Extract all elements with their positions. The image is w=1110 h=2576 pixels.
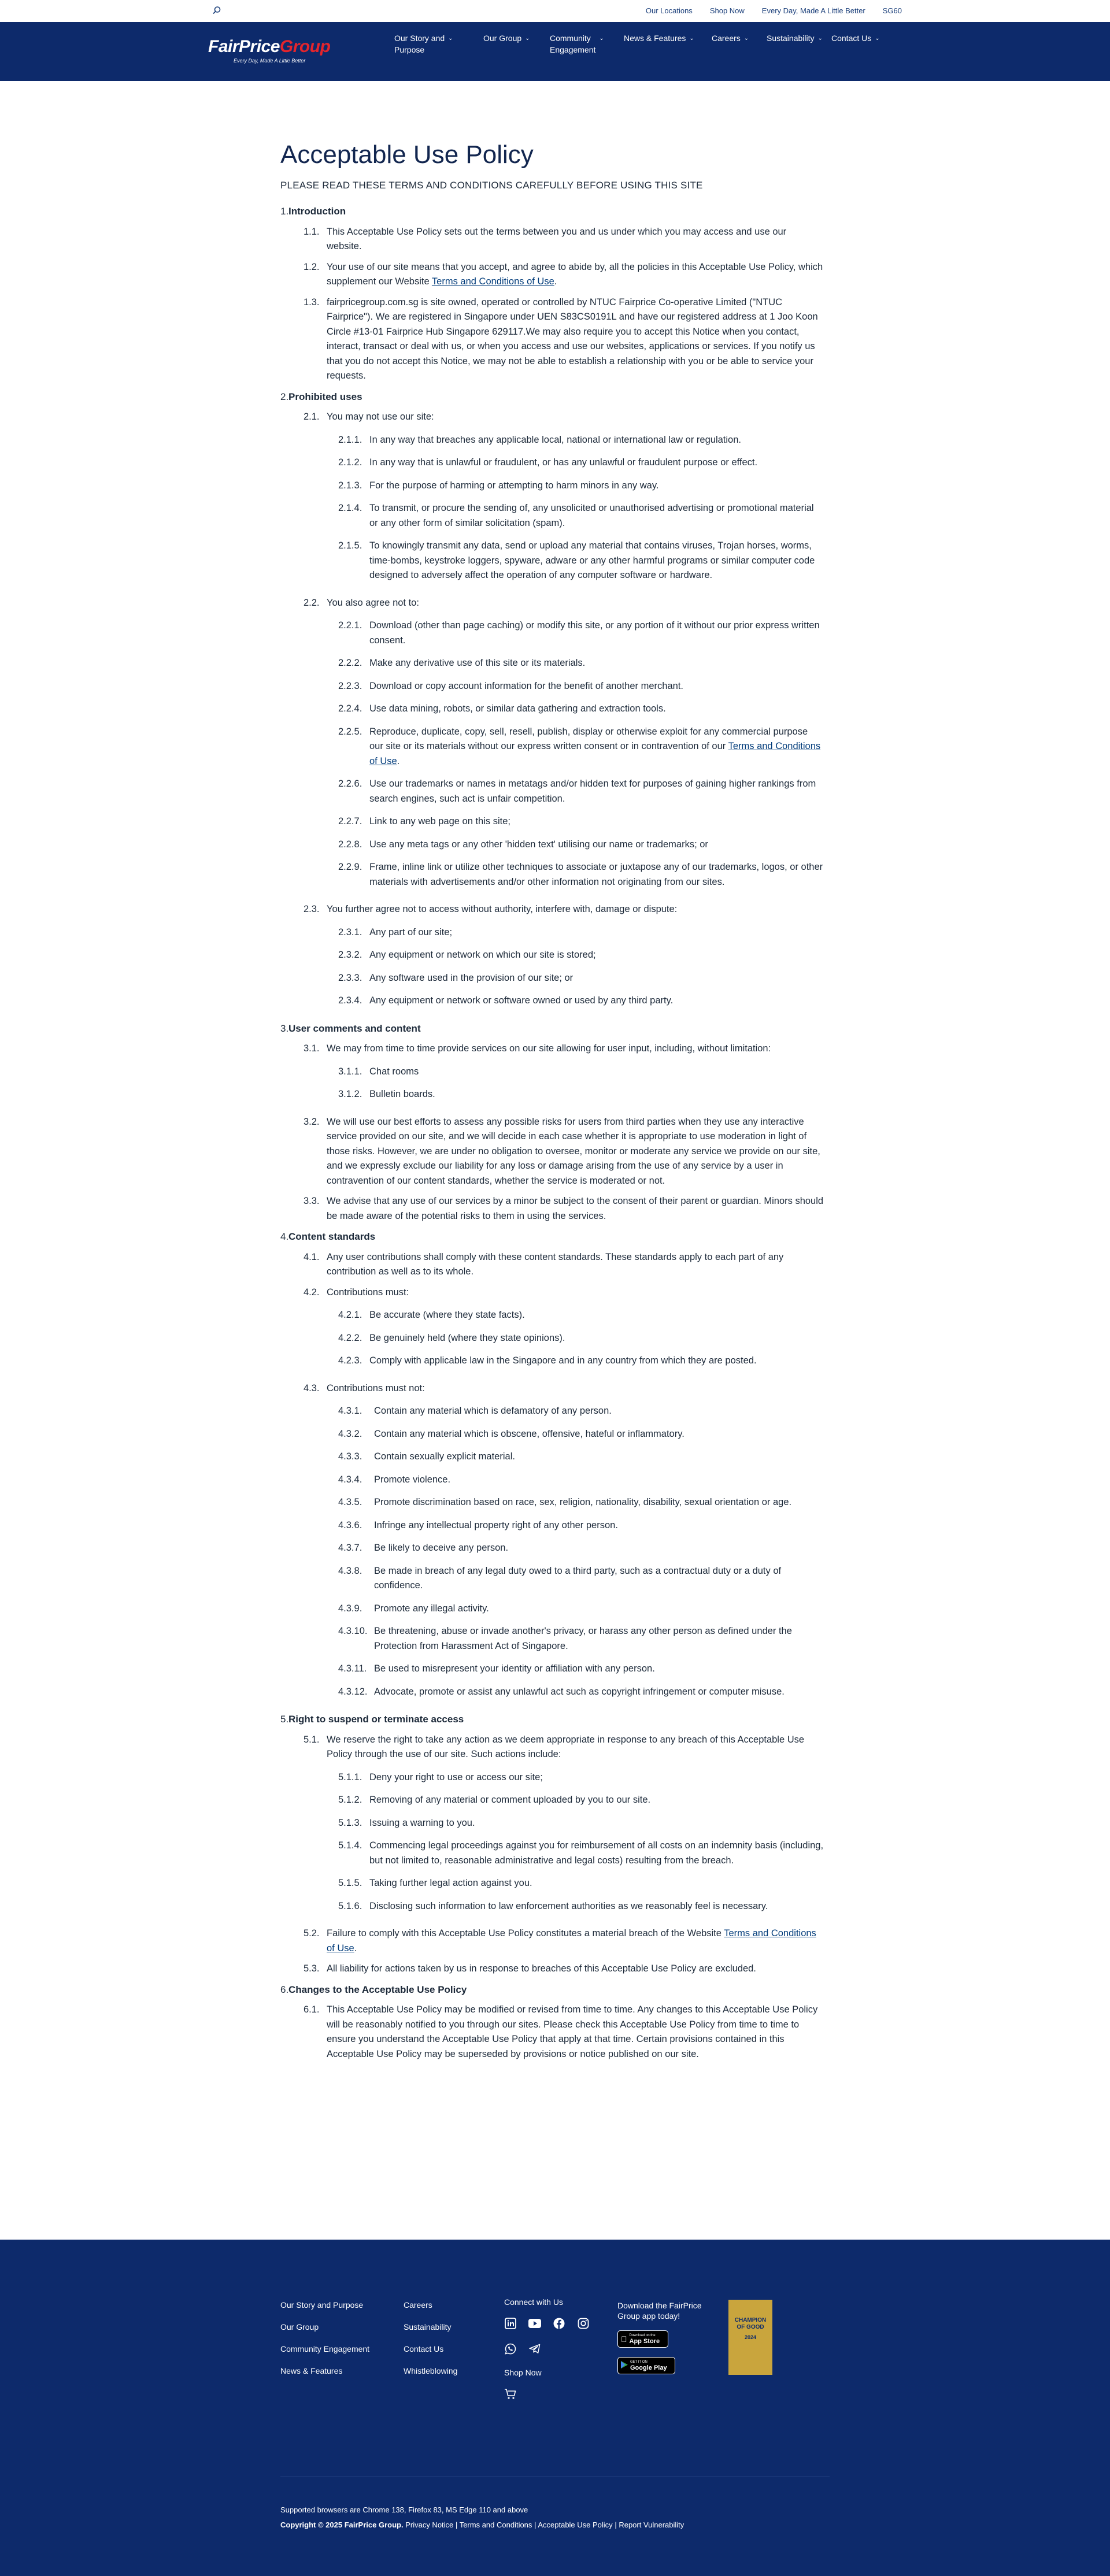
sub-clause-text: Be made in breach of any legal duty owed to a third party, such as a contractual duty or a duty of confidence.	[374, 1565, 782, 1591]
sub-clause	[338, 1308, 824, 1323]
sub-clause-number: 2.1.2.	[338, 457, 362, 468]
clause	[304, 1962, 824, 1977]
clause	[304, 225, 824, 254]
footer-social	[504, 2297, 590, 2400]
sub-clause-text: Use any meta tags or any other 'hidden text' utilising our name or trademarks; or	[369, 839, 708, 850]
footer-link-community[interactable]: Community Engagement	[280, 2344, 370, 2353]
page-title: Acceptable Use Policy	[280, 140, 534, 169]
site-footer	[0, 2240, 1110, 2576]
clause-text-end: .	[354, 1943, 357, 1954]
report-vulnerability-link[interactable]: Report Vulnerability	[619, 2521, 684, 2529]
footer-link-sustainability[interactable]: Sustainability	[404, 2322, 452, 2332]
sub-clause-text: Be likely to deceive any person.	[374, 1543, 509, 1553]
nav-label: Contact Us	[831, 34, 872, 43]
section-title: Introduction	[288, 206, 346, 217]
sub-clause	[338, 539, 824, 583]
sub-clause-number: 4.3.10.	[338, 1626, 368, 1636]
google-play-button[interactable]	[617, 2357, 675, 2374]
sub-clause-number: 2.2.1.	[338, 620, 362, 631]
clause-text: We advise that any use of our services by a minor be subject to the consent of their parent or guardian. Minors should be made aware of the potential risks to them in using the services.	[327, 1196, 824, 1221]
sub-clause-text: Be used to misrepresent your identity or affiliation with any person.	[374, 1663, 655, 1674]
footer-link-our-group[interactable]: Our Group	[280, 2322, 319, 2332]
app-text-line-1: Download the FairPrice	[617, 2301, 702, 2310]
sub-clause	[338, 1518, 824, 1533]
search-icon[interactable]	[212, 6, 223, 16]
sub-clause	[338, 1450, 824, 1465]
sub-clause-number: 4.3.4.	[338, 1474, 362, 1485]
sub-clause-number: 2.3.2.	[338, 950, 362, 960]
nav-label: Sustainability	[767, 34, 815, 43]
section-heading	[280, 1021, 824, 1036]
sub-clause-text: Use our trademarks or names in metatags and/or hidden text for purposes of gaining higher rankings from search engines, such act is unfair competition.	[369, 779, 816, 804]
clause	[304, 1115, 824, 1189]
section-title: User comments and content	[288, 1022, 421, 1034]
clause	[304, 1381, 824, 1396]
sub-clause	[338, 1473, 824, 1488]
nav-label-line2: Engagement	[550, 45, 596, 54]
section-title: Changes to the Acceptable Use Policy	[288, 1984, 467, 1995]
footer-link-contact[interactable]: Contact Us	[404, 2344, 444, 2353]
sub-clause	[338, 925, 824, 940]
clause	[304, 1194, 824, 1224]
nav-label: News & Features	[624, 34, 686, 43]
sub-clause-text: In any way that breaches any applicable local, national or international law or regulation.	[369, 434, 741, 445]
terms-conditions-link[interactable]: Terms and Conditions of Use	[431, 276, 554, 287]
sub-clause-number: 2.3.3.	[338, 972, 362, 983]
sub-clause	[338, 1541, 824, 1556]
sub-clause-number: 2.3.4.	[338, 995, 362, 1006]
sub-clause-text: Disclosing such information to law enforcement authorities as we reasonably feel is necessary.	[369, 1900, 768, 1911]
acceptable-use-policy-link[interactable]: Acceptable Use Policy	[538, 2521, 613, 2529]
sub-clause-number: 4.3.6.	[338, 1519, 362, 1530]
sub-clause-text: Any part of our site;	[369, 926, 453, 937]
clause-number: 5.1.	[304, 1734, 320, 1745]
logo-brand-b: Group	[279, 37, 331, 56]
app-store-big-text: App Store	[623, 2337, 654, 2345]
sub-clause-number: 2.2.3.	[338, 680, 362, 691]
sub-clause-text: Contain any material which is defamatory of any person.	[374, 1406, 612, 1416]
sub-clause-number: 4.3.11.	[338, 1663, 367, 1674]
sub-clause-number: 2.1.1.	[338, 434, 362, 445]
sub-clause	[338, 725, 824, 769]
sub-clause-text: Bulletin boards.	[369, 1089, 435, 1099]
sub-clause	[338, 1495, 824, 1510]
clause	[304, 902, 824, 917]
footer-link-whistleblowing[interactable]: Whistleblowing	[404, 2366, 458, 2375]
sub-clause-text: Be accurate (where they state facts).	[369, 1310, 525, 1320]
sub-clause-number: 2.2.8.	[338, 839, 362, 850]
sub-clause-number: 2.2.2.	[338, 658, 362, 668]
clause-text	[327, 1926, 824, 1956]
sub-clause	[338, 479, 824, 494]
sub-clause	[338, 1839, 824, 1868]
sub-clause	[338, 1354, 824, 1369]
clause-text: You further agree not to access without authority, interfere with, damage or dispute:	[327, 904, 678, 914]
chevron-down-icon: ⌄	[689, 35, 694, 42]
sub-clause-number: 4.3.5.	[338, 1497, 362, 1507]
sub-clause-text: Deny your right to use or access our site;	[369, 1771, 543, 1782]
chevron-down-icon: ⌄	[875, 35, 880, 42]
sub-clause-text: Contain sexually explicit material.	[374, 1451, 515, 1462]
sub-clause-text: Download (other than page caching) or modify this site, or any portion of it without our prior express written consent.	[369, 620, 820, 646]
nav-item-community[interactable]	[550, 32, 624, 55]
nav-item-careers[interactable]	[712, 32, 767, 55]
clause-text: Contributions must:	[327, 1287, 409, 1298]
sub-clause	[338, 1624, 824, 1654]
sub-clause	[338, 1564, 824, 1593]
footer-links-col-1	[280, 2300, 369, 2388]
sub-clause-number: 4.2.1.	[338, 1310, 362, 1320]
sub-clause-number: 4.3.8.	[338, 1565, 362, 1576]
sub-clause-number: 5.1.5.	[338, 1878, 362, 1888]
clause	[304, 1733, 824, 1762]
sub-clause-number: 2.1.5.	[338, 540, 362, 551]
clause-text: You also agree not to:	[327, 597, 419, 608]
apple-icon	[621, 2334, 627, 2344]
sub-clause-text: Infringe any intellectual property right of any other person.	[374, 1519, 618, 1530]
shopping-cart-icon[interactable]	[504, 2388, 517, 2400]
sub-clause-text: Promote discrimination based on race, sex, religion, nationality, disability, sexual orientation or age.	[374, 1497, 792, 1507]
section-number: 5.	[280, 1714, 289, 1725]
nav-label: Our Story and	[394, 34, 445, 43]
sub-clause	[338, 1816, 824, 1831]
sub-clause-number: 4.2.2.	[338, 1332, 362, 1343]
sub-clause	[338, 656, 824, 671]
top-utility-bar	[0, 0, 1110, 22]
sub-clause	[338, 1770, 824, 1785]
clause-text: You may not use our site:	[327, 412, 434, 422]
clause-number: 5.2.	[304, 1928, 320, 1939]
clause-text: Any user contributions shall comply with these content standards. These standards apply to each part of any contribution as well as to its whole.	[327, 1251, 784, 1277]
sub-clause	[338, 1404, 824, 1419]
sub-clause-number: 2.2.7.	[338, 816, 362, 826]
sub-clause	[338, 814, 824, 829]
chevron-down-icon: ⌄	[743, 35, 749, 42]
sub-clause	[338, 860, 824, 889]
policy-content	[280, 81, 824, 2062]
logo-brand-a: FairPrice	[208, 37, 280, 56]
sub-clause-text-part: Reproduce, duplicate, copy, sell, resell, publish, display or otherwise exploit for any commercial purpose our site or its materials without our express written consent or in contravention of our	[369, 726, 808, 751]
utility-link-tagline[interactable]: Every Day, Made A Little Better	[761, 6, 865, 15]
sub-clause-number: 5.1.4.	[338, 1840, 362, 1851]
clause-text: This Acceptable Use Policy sets out the terms between you and us under which you may access and use our website.	[327, 226, 787, 251]
clause-number: 1.2.	[304, 261, 320, 272]
utility-link-shop-now[interactable]: Shop Now	[709, 6, 745, 15]
clause-text: This Acceptable Use Policy may be modified or revised from time to time. Any changes to this Acceptable Use Policy will be reasonably notified to you through our sites. Please check this Acceptable Use Policy from time to time to ensure you understand the Acceptable Use Policy that apply at that time. Certain provisions contained in this Acceptable Use Policy may be superseded by provisions or notice published on our site.	[327, 2004, 818, 2059]
section-title: Content standards	[288, 1231, 376, 1242]
sub-clause	[338, 777, 824, 806]
instagram-icon[interactable]	[577, 2317, 590, 2330]
sub-clause-number: 4.3.7.	[338, 1543, 362, 1553]
champion-of-good-award-badge	[728, 2300, 772, 2375]
sub-clause-text: To transmit, or procure the sending of, any unsolicited or unauthorised advertising or promotional material or any other form of similar solicitation (spam).	[369, 503, 814, 528]
chevron-down-icon: ⌄	[448, 35, 453, 42]
google-play-icon	[621, 2361, 628, 2370]
clause	[304, 260, 824, 290]
youtube-icon[interactable]	[528, 2317, 541, 2330]
sub-clause-text: Be genuinely held (where they state opinions).	[369, 1332, 565, 1343]
clause-text-part: Failure to comply with this Acceptable Use Policy constitutes a material breach of the Website	[327, 1928, 724, 1939]
google-play-small-text: GET IT ON	[630, 2360, 648, 2364]
footer-link-careers[interactable]: Careers	[404, 2300, 432, 2310]
clause-number: 5.3.	[304, 1963, 320, 1974]
separator: |	[615, 2521, 617, 2529]
sub-clause-number: 2.3.1.	[338, 926, 362, 937]
clause-text	[327, 260, 824, 290]
telegram-icon[interactable]	[528, 2343, 541, 2355]
nav-label-line2: Purpose	[394, 45, 425, 54]
copyright-text: Copyright © 2025 FairPrice Group.	[280, 2521, 404, 2529]
section-heading	[280, 1982, 824, 1997]
sub-clause	[338, 994, 824, 1009]
sub-clause-number: 2.2.4.	[338, 703, 362, 714]
nav-label: Careers	[712, 34, 741, 43]
nav-item-sustainability[interactable]	[767, 32, 831, 55]
sub-clause-text: Any equipment or network on which our site is stored;	[369, 950, 596, 960]
sub-clause-text	[369, 725, 824, 769]
sub-clause-text: Any equipment or network or software owned or used by any third party.	[369, 995, 674, 1006]
clause	[304, 1285, 824, 1300]
sub-clause-text-end: .	[397, 755, 400, 766]
section-number: 6.	[280, 1984, 289, 1995]
nav-item-contact[interactable]	[831, 32, 889, 55]
sub-clause-text: Link to any web page on this site;	[369, 816, 510, 826]
sub-clause-text: Any software used in the provision of our site; or	[369, 972, 574, 983]
copyright-line	[280, 2518, 684, 2533]
sub-clause-text: Taking further legal action against you.	[369, 1878, 532, 1888]
sub-clause-number: 4.3.2.	[338, 1428, 362, 1439]
nav-item-our-story[interactable]	[394, 32, 483, 55]
sub-clause-text: Use data mining, robots, or similar data gathering and extraction tools.	[369, 703, 666, 714]
sub-clause	[338, 948, 824, 963]
footer-link-our-story[interactable]: Our Story and Purpose	[280, 2300, 364, 2310]
clause-number: 2.3.	[304, 904, 320, 914]
sub-clause-number: 2.2.5.	[338, 726, 362, 737]
clause	[304, 410, 824, 425]
whatsapp-icon[interactable]	[504, 2343, 517, 2355]
sub-clause-text: To knowingly transmit any data, send or upload any material that contains viruses, Trojan horses, worms, time-bombs, keystroke loggers, spyware, adware or any other harmful programs or similar computer code designed to adversely affect the operation of any computer software or hardware.	[369, 540, 815, 580]
facebook-icon[interactable]	[553, 2317, 565, 2330]
footer-link-news[interactable]: News & Features	[280, 2366, 343, 2375]
clause-text: fairpricegroup.com.sg is site owned, operated or controlled by NTUC Fairprice Co-operative Limited ("NTUC Fairprice"). We are registered in Singapore under UEN S83CS0191L and have our registered address at 1 Joo Koon Circle #13-01 Fairprice Hub Singapore 629117.We may also require you to accept this Notice when you contact, interact, transact or deal with us, or when you access and use our websites, applications or services. If you notify us that you do not accept this Notice, we may not be able to establish a relationship with you or be able to service your requests.	[327, 296, 818, 381]
clause-text: Contributions must not:	[327, 1382, 425, 1393]
privacy-notice-link[interactable]: Privacy Notice	[405, 2521, 454, 2529]
section-heading	[280, 1712, 824, 1727]
sub-clause	[338, 1427, 824, 1442]
sub-clause	[338, 455, 824, 470]
sub-clause	[338, 618, 824, 648]
sub-clause-number: 5.1.2.	[338, 1795, 362, 1805]
clause-number: 3.1.	[304, 1043, 320, 1054]
sub-clause	[338, 679, 824, 694]
clause-number: 3.2.	[304, 1116, 320, 1127]
sub-clause-number: 3.1.2.	[338, 1089, 362, 1099]
app-text-line-2: Group app today!	[617, 2311, 680, 2321]
clause	[304, 596, 824, 611]
sub-clause-number: 3.1.1.	[338, 1066, 362, 1077]
footer-bottom	[280, 2503, 684, 2533]
section-number: 1.	[280, 206, 289, 217]
terms-conditions-link[interactable]: Terms and Conditions	[459, 2521, 532, 2529]
utility-links	[646, 6, 902, 15]
sub-clause-text: Commencing legal proceedings against you for reimbursement of all costs on an indemnity basis (including, but not limited to, reasonable administrative and legal costs) resulting from the breach.	[369, 1840, 824, 1866]
footer-app-download	[617, 2300, 716, 2384]
utility-link-sg60[interactable]: SG60	[882, 6, 902, 15]
footer-links-col-2	[404, 2300, 457, 2388]
sub-clause	[338, 1793, 824, 1808]
clause-text: We may from time to time provide services on our site allowing for user input, including, without limitation:	[327, 1043, 771, 1054]
section-title: Right to suspend or terminate access	[288, 1714, 464, 1725]
sub-clause-number: 2.2.6.	[338, 779, 362, 789]
sub-clause-text: In any way that is unlawful or fraudulent, or has any unlawful or fraudulent purpose or effect.	[369, 457, 758, 468]
app-store-button[interactable]	[617, 2330, 668, 2348]
sub-clause-number: 4.3.3.	[338, 1451, 362, 1462]
section-heading	[280, 390, 824, 405]
clause-number: 4.2.	[304, 1287, 320, 1298]
clause-text: All liability for actions taken by us in response to breaches of this Acceptable Use Policy are excluded.	[327, 1963, 756, 1974]
sub-clause-number: 4.2.3.	[338, 1355, 362, 1366]
clause-number: 1.3.	[304, 296, 320, 307]
sub-clause-text: Make any derivative use of this site or its materials.	[369, 658, 586, 668]
clause-text-end: .	[554, 276, 557, 287]
sub-clause	[338, 1899, 824, 1914]
clause-number: 6.1.	[304, 2004, 320, 2015]
sub-clause-number: 2.2.9.	[338, 862, 362, 872]
clause	[304, 2003, 824, 2062]
terms-conditions-link[interactable]: Terms and Conditions of Use	[327, 1928, 816, 1954]
clause-number: 4.3.	[304, 1382, 320, 1393]
sub-clause	[338, 1685, 824, 1700]
section-heading	[280, 204, 824, 219]
chevron-down-icon: ⌄	[599, 35, 604, 42]
separator: |	[534, 2521, 536, 2529]
sub-clause	[338, 1876, 824, 1891]
sub-clause-number: 4.3.1.	[338, 1406, 362, 1416]
google-play-big-text: Google Play	[630, 2364, 667, 2371]
nav-label: Community	[550, 34, 591, 43]
chevron-down-icon: ⌄	[525, 35, 530, 42]
app-download-text	[617, 2300, 716, 2321]
clause	[304, 295, 824, 384]
sub-clause-text: Issuing a warning to you.	[369, 1817, 475, 1828]
sub-clause-text: Download or copy account information for the benefit of another merchant.	[369, 680, 683, 691]
clause	[304, 1041, 824, 1057]
linkedin-icon[interactable]	[504, 2317, 517, 2330]
logo-tagline: Every Day, Made A Little Better	[234, 58, 306, 64]
sub-clause-text: Be threatening, abuse or invade another's privacy, or harass any other person as defined under the Protection from Harassment Act of Singapore.	[374, 1626, 792, 1651]
clause-number: 1.1.	[304, 226, 320, 237]
clause-number: 2.1.	[304, 412, 320, 422]
sub-clause-text: Promote any illegal activity.	[374, 1603, 489, 1614]
clause	[304, 1250, 824, 1280]
sub-clause-text: Comply with applicable law in the Singapore and in any country from which they are posted.	[369, 1355, 757, 1366]
intro-text: PLEASE READ THESE TERMS AND CONDITIONS CAREFULLY BEFORE USING THIS SITE	[280, 180, 703, 191]
sub-clause	[338, 1602, 824, 1617]
section-number: 3.	[280, 1022, 289, 1034]
section-number: 4.	[280, 1231, 289, 1242]
sub-clause-number: 4.3.9.	[338, 1603, 362, 1614]
nav-menu	[394, 32, 889, 55]
nav-label: Our Group	[483, 34, 522, 43]
sub-clause-text: Contain any material which is obscene, offensive, hateful or inflammatory.	[374, 1428, 684, 1439]
sub-clause-number: 2.1.4.	[338, 503, 362, 513]
terms-conditions-link[interactable]: Terms and Conditions of Use	[369, 741, 821, 766]
supported-browsers-text: Supported browsers are Chrome 138, Firefox 83, MS Edge 110 and above	[280, 2505, 528, 2514]
sub-clause-number: 5.1.3.	[338, 1817, 362, 1828]
section-number: 2.	[280, 391, 289, 402]
clause-text: We will use our best efforts to assess any possible risks for users from third parties when they use any interactive service provided on our site, and we will decide in each case whether it is appropriate to use moderation in light of those risks. However, we are under no obligation to oversee, monitor or moderate any service we provide on our site, and we expressly exclude our liability for any loss or damage arising from the use of any service by a user in contravention of our content standards, whether the service is moderated or not.	[327, 1116, 820, 1186]
social-icons-row-1	[504, 2317, 590, 2330]
clause	[304, 1926, 824, 1956]
clause-number: 2.2.	[304, 597, 320, 608]
policy-document	[280, 204, 824, 2062]
sub-clause-number: 4.3.12.	[338, 1686, 368, 1697]
clause-number: 4.1.	[304, 1251, 320, 1262]
sub-clause-number: 2.1.3.	[338, 480, 362, 491]
sub-clause-text: Chat rooms	[369, 1066, 419, 1077]
sub-clause	[338, 433, 824, 448]
sub-clause-text: Promote violence.	[374, 1474, 451, 1485]
clause-text: We reserve the right to take any action as we deem appropriate in response to any breach of this Acceptable Use Policy through the use of our site. Such actions include:	[327, 1734, 805, 1759]
app-store-small-text: Download on the	[623, 2333, 650, 2337]
connect-title: Connect with Us	[504, 2297, 563, 2307]
sub-clause	[338, 1662, 824, 1677]
social-icons-row-2	[504, 2343, 590, 2355]
sub-clause-text: Advocate, promote or assist any unlawful act such as copyright infringement or computer misuse.	[374, 1686, 785, 1697]
sub-clause-text: Frame, inline link or utilize other techniques to associate or juxtapose any of our trademarks, logos, or other materials with advertisements and/or other information not originating from our sites.	[369, 862, 823, 887]
sub-clause	[338, 501, 824, 531]
utility-link-locations[interactable]: Our Locations	[645, 6, 693, 15]
sub-clause-text: For the purpose of harming or attempting to harm minors in any way.	[369, 480, 659, 491]
sub-clause-text: Removing of any material or comment uploaded by you to our site.	[369, 1795, 651, 1805]
sub-clause-number: 5.1.1.	[338, 1771, 362, 1782]
nav-item-our-group[interactable]	[483, 32, 550, 55]
clause-number: 3.3.	[304, 1196, 320, 1206]
sub-clause	[338, 971, 824, 986]
main-navigation	[0, 22, 1110, 81]
section-title: Prohibited uses	[288, 391, 362, 402]
sub-clause	[338, 837, 824, 853]
sub-clause	[338, 702, 824, 717]
clause-text-part: Your use of our site means that you accept, and agree to abide by, all the policies in this Acceptable Use Policy, which supplement our Website	[327, 261, 823, 287]
sub-clause	[338, 1331, 824, 1346]
sub-clause	[338, 1087, 824, 1102]
award-line-2: OF GOOD	[737, 2324, 764, 2330]
chevron-down-icon: ⌄	[817, 35, 823, 42]
award-text	[728, 2317, 772, 2331]
sub-clause-number: 5.1.6.	[338, 1900, 362, 1911]
award-line-1: CHAMPION	[734, 2317, 767, 2323]
fairprice-group-logo[interactable]	[208, 37, 335, 64]
section-heading	[280, 1229, 824, 1244]
award-year: 2024	[744, 2334, 757, 2340]
separator: |	[455, 2521, 458, 2529]
sub-clause	[338, 1065, 824, 1080]
nav-item-news[interactable]	[624, 32, 712, 55]
shop-now-title[interactable]: Shop Now	[504, 2368, 542, 2377]
